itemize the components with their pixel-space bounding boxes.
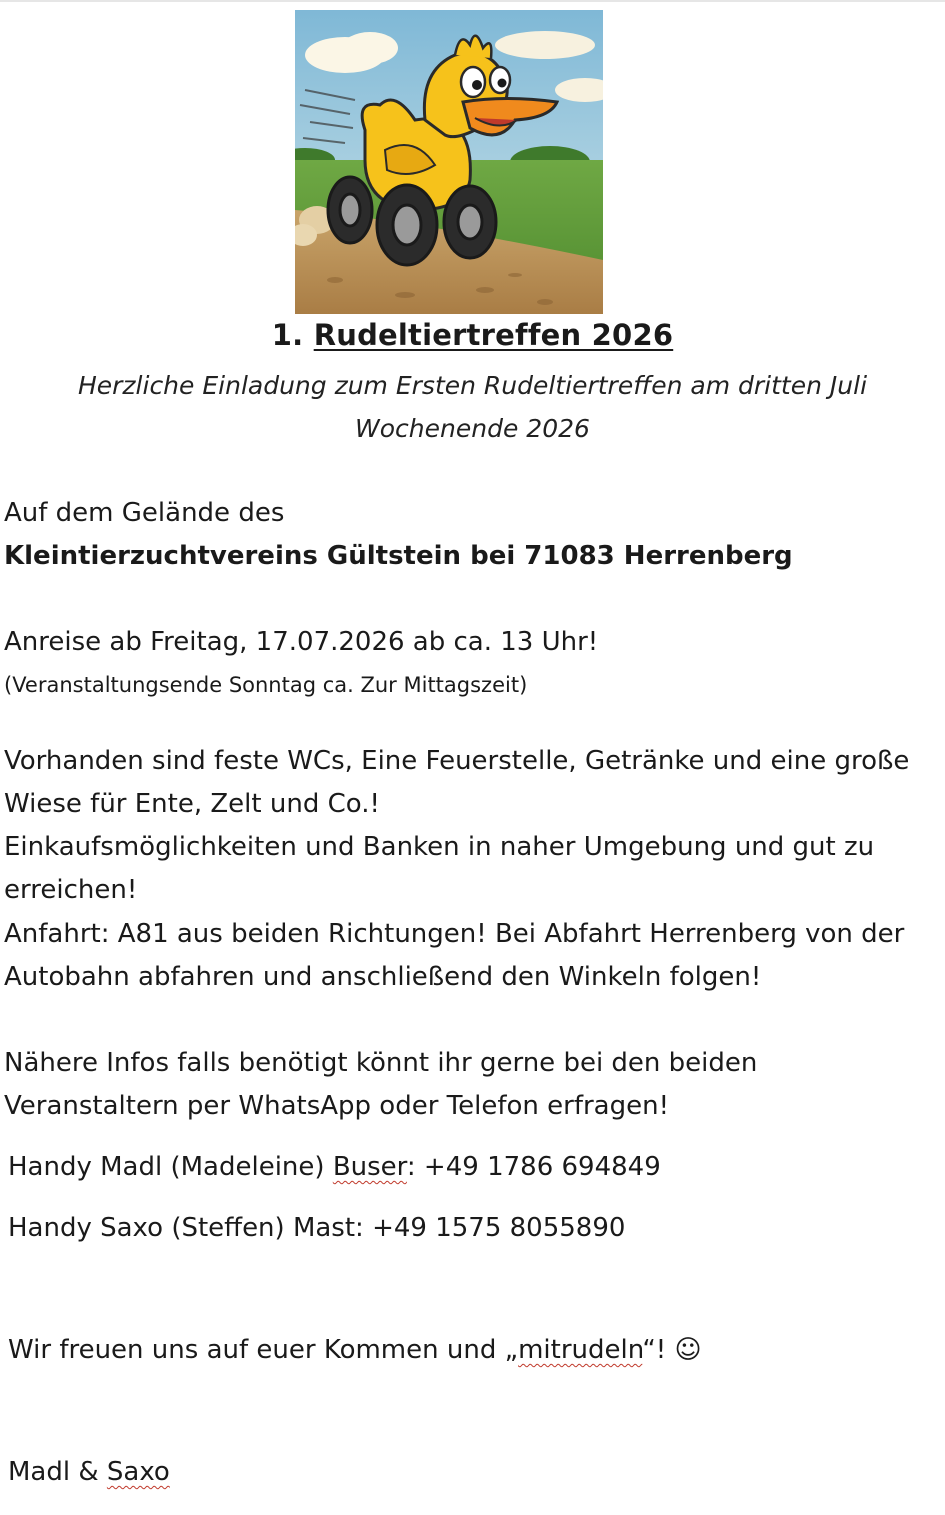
- signature-prefix: Madl &: [8, 1457, 107, 1487]
- signature-name: Saxo: [106, 1457, 170, 1487]
- title-number: 1.: [271, 318, 304, 352]
- details-line-3: Einkaufsmöglichkeiten und Banken in naher Umgebung und gut zu: [4, 832, 875, 862]
- details-line-2: Wiese für Ente, Zelt und Co.!: [4, 789, 380, 819]
- closing-prefix: Wir freuen uns auf euer Kommen und „: [8, 1335, 519, 1365]
- duck-on-wheels-illustration: [295, 10, 603, 314]
- subtitle-line-2: Wochenende 2026: [355, 414, 590, 443]
- details-line-5: Anfahrt: A81 aus beiden Richtungen! Bei Abfahrt Herrenberg von der: [4, 919, 905, 949]
- contact-madl-phone: : +49 1786 694849: [406, 1152, 661, 1182]
- venue-line-1: Auf dem Gelände des: [4, 498, 285, 528]
- arrival-line-1: Anreise ab Freitag, 17.07.2026 ab ca. 13 Uhr!: [4, 627, 599, 657]
- info-line-1: Nähere Infos falls benötigt könnt ihr gerne bei den beiden: [4, 1048, 758, 1078]
- signature: [8, 1451, 170, 1494]
- contact-saxo: Handy Saxo (Steffen) Mast: +49 1575 8055890: [8, 1213, 626, 1243]
- contact-madl-surname: Buser: [332, 1152, 407, 1182]
- contact-madl: [8, 1146, 661, 1189]
- details-line-4: erreichen!: [4, 875, 138, 905]
- arrival-line-2: (Veranstaltungsende Sonntag ca. Zur Mittagszeit): [4, 673, 528, 697]
- page-title: [0, 318, 945, 352]
- closing-word: mitrudeln: [518, 1335, 643, 1365]
- details-line-6: Autobahn abfahren und anschließend den Winkeln folgen!: [4, 962, 762, 992]
- venue-line-2: Kleintierzuchtvereins Gültstein bei 71083 Herrenberg: [4, 541, 793, 571]
- closing-line: [8, 1329, 702, 1372]
- contact-madl-prefix: Handy Madl (Madeleine): [8, 1152, 333, 1182]
- top-divider: [0, 0, 945, 2]
- info-line-2: Veranstaltern per WhatsApp oder Telefon erfragen!: [4, 1091, 670, 1121]
- closing-suffix: “! ☺: [642, 1335, 702, 1365]
- title-text: Rudeltiertreffen 2026: [313, 318, 674, 352]
- details-line-1: Vorhanden sind feste WCs, Eine Feuerstelle, Getränke und eine große: [4, 746, 910, 776]
- subtitle-line-1: Herzliche Einladung zum Ersten Rudeltiertreffen am dritten Juli: [77, 371, 868, 400]
- subtitle: [30, 364, 915, 450]
